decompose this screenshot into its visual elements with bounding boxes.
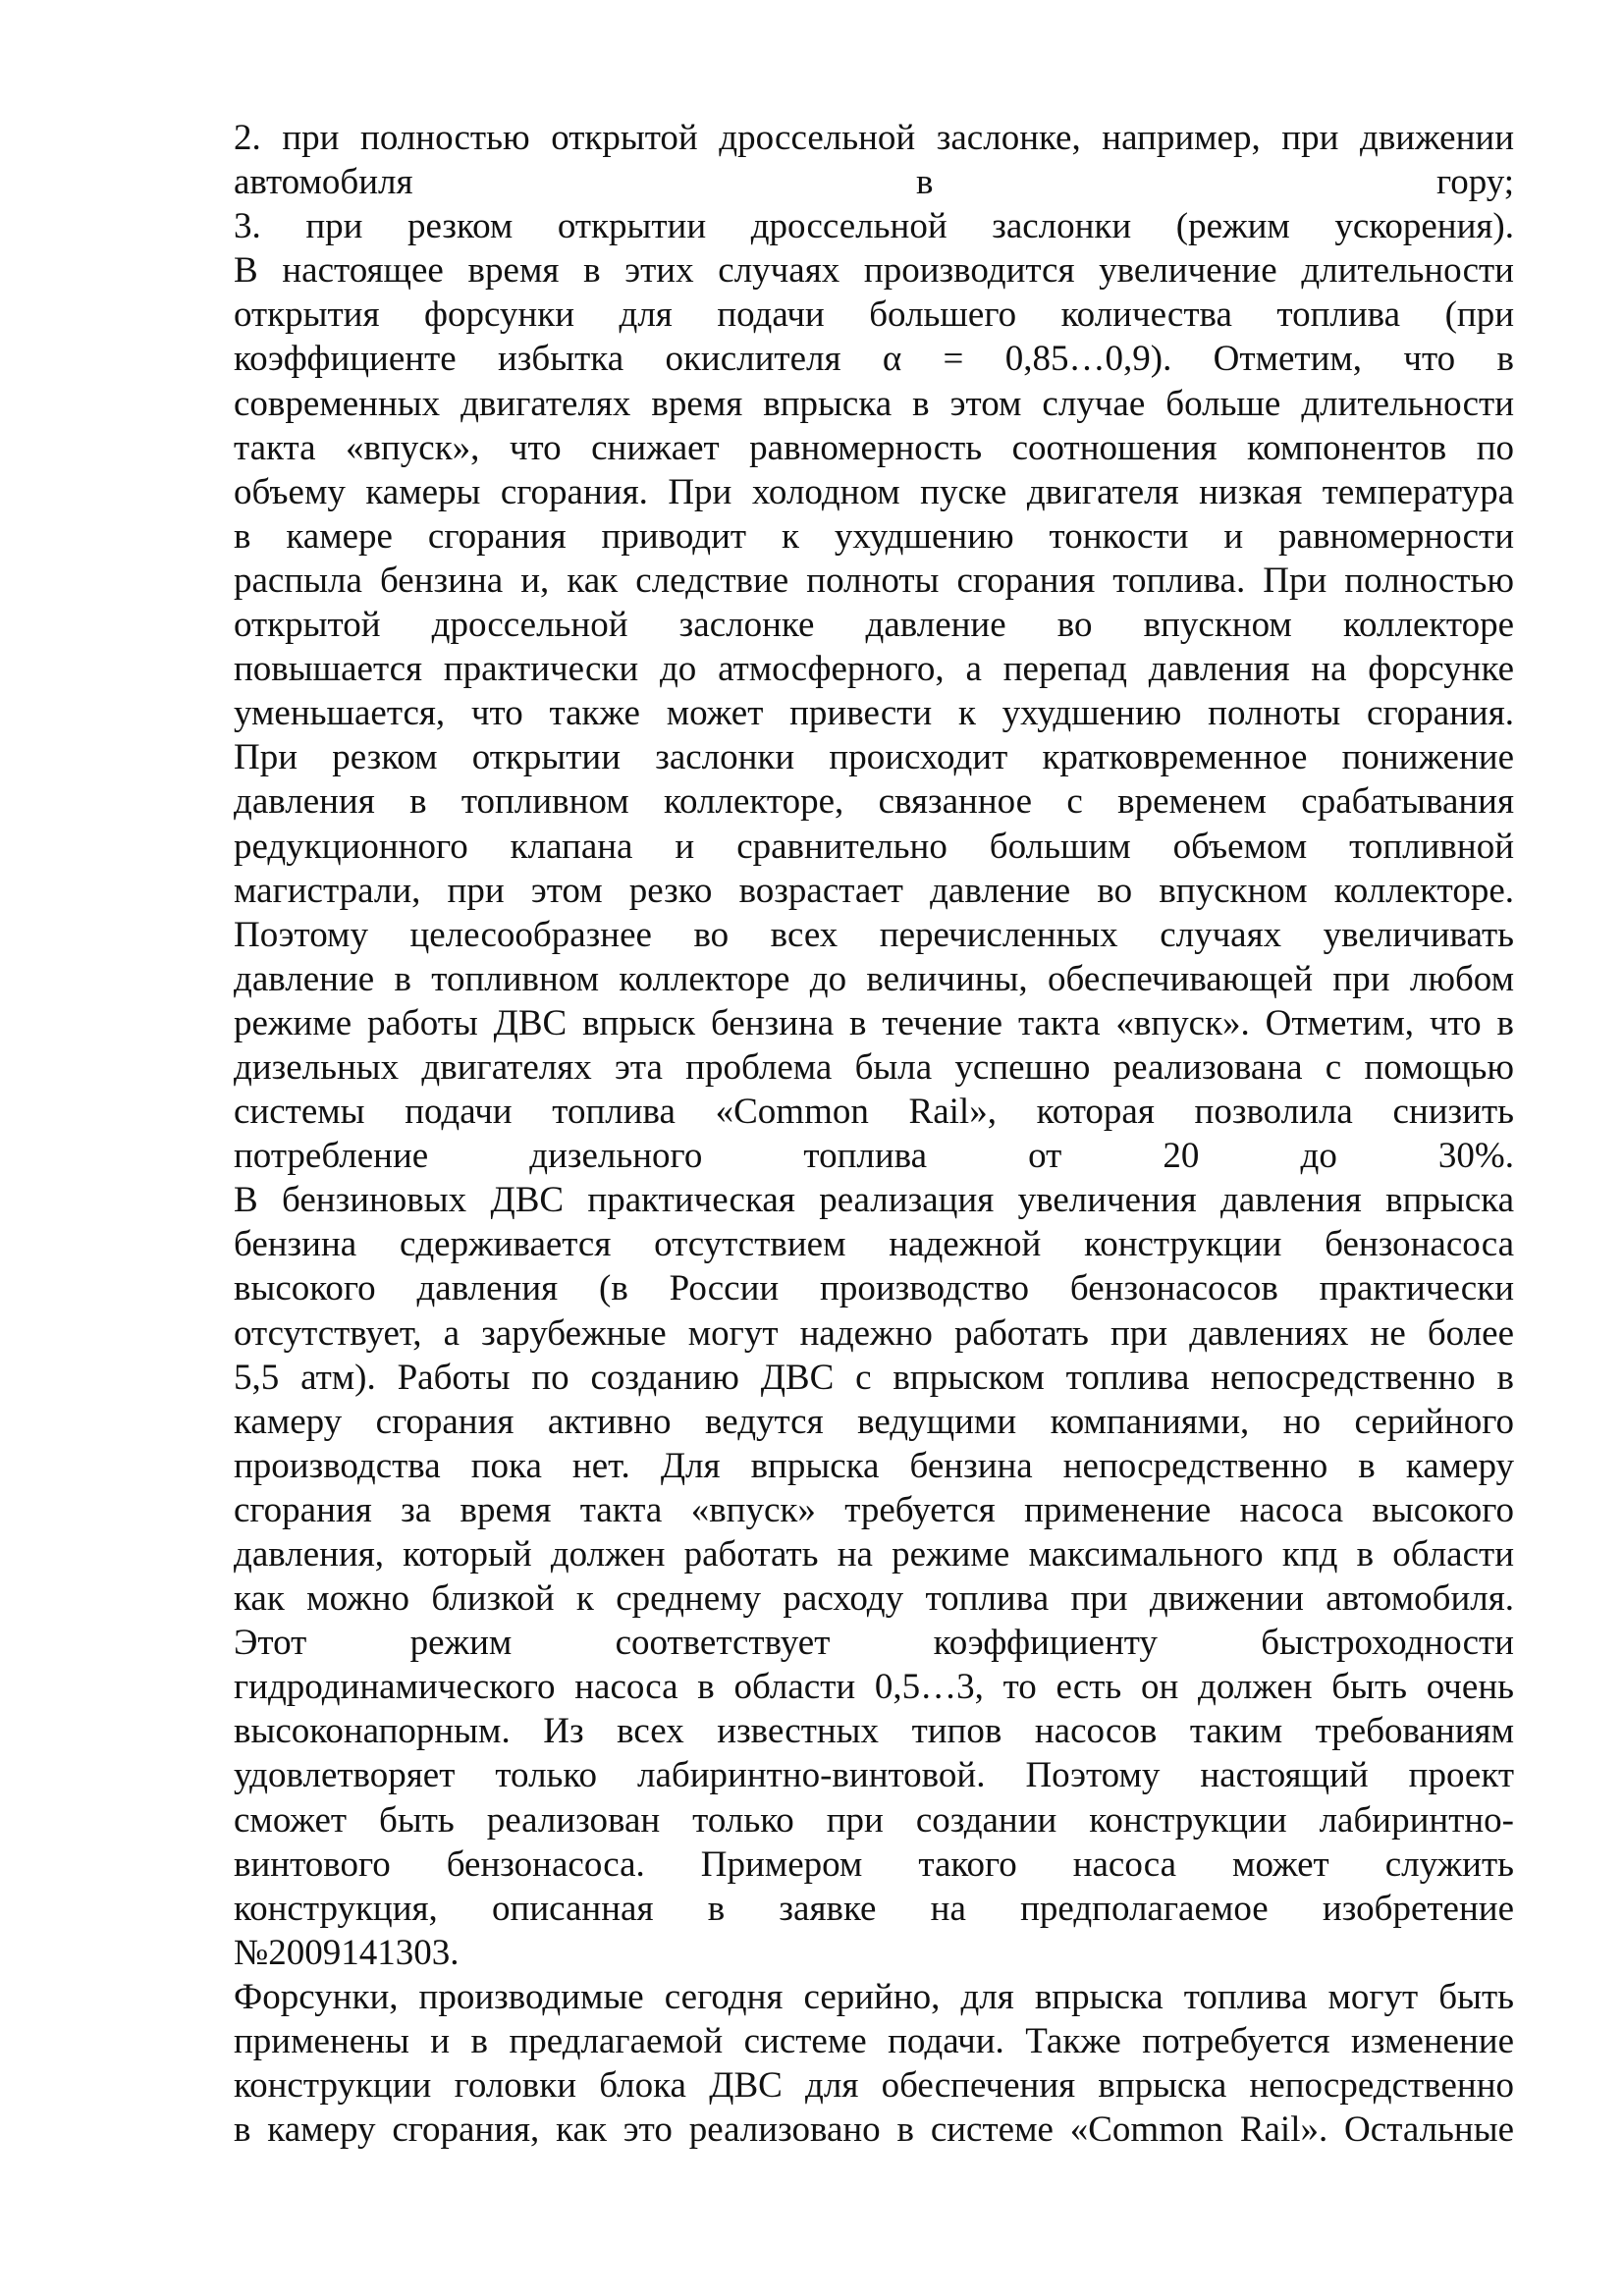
text-line: высоконапорным. Из всех известных типов насосов таким требованиям	[234, 1711, 1514, 1752]
document-body	[234, 116, 1514, 2152]
text-line: При резком открытии заслонки происходит кратковременное понижение	[234, 737, 1514, 778]
text-line: высокого давления (в России производство бензонасосов практически	[234, 1268, 1514, 1309]
text-line: уменьшается, что также может привести к ухудшению полноты сгорания.	[234, 693, 1514, 734]
text-line: редукционного клапана и сравнительно большим объемом топливной	[234, 826, 1514, 867]
text-line: производства пока нет. Для впрыска бензина непосредственно в камеру	[234, 1445, 1514, 1486]
text-line: 3. при резком открытии дроссельной заслонки (режим ускорения).	[234, 206, 1514, 247]
text-line: магистрали, при этом резко возрастает давление во впускном коллекторе.	[234, 870, 1514, 911]
text-line: такта «впуск», что снижает равномерность соотношения компонентов по	[234, 427, 1514, 468]
text-line: системы подачи топлива «Common Rail», которая позволила снизить	[234, 1092, 1514, 1133]
paragraph	[234, 1975, 1514, 2152]
text-line: 2. при полностью открытой дроссельной заслонке, например, при движении	[234, 118, 1514, 158]
text-line: удовлетворяет только лабиринтно-винтовой. Поэтому настоящий проект	[234, 1755, 1514, 1796]
text-line: давления в топливном коллекторе, связанное с временем срабатывания	[234, 781, 1514, 823]
text-line: дизельных двигателях эта проблема была успешно реализована с помощью	[234, 1046, 1514, 1088]
text-line: открытой дроссельной заслонке давление во впускном коллекторе	[234, 605, 1514, 646]
text-line: в камеру сгорания, как это реализовано в системе «Common Rail». Остальные	[234, 2109, 1514, 2151]
text-line: давления, который должен работать на режиме максимального кпд в области	[234, 1534, 1514, 1575]
text-line: В настоящее время в этих случаях производится увеличение длительности	[234, 250, 1514, 292]
text-line: объему камеры сгорания. При холодном пуске двигателя низкая температура	[234, 471, 1514, 512]
text-line: камеру сгорания активно ведутся ведущими компаниями, но серийного	[234, 1401, 1514, 1442]
text-line: винтового бензонасоса. Примером такого насоса может служить	[234, 1843, 1514, 1885]
text-line: Форсунки, производимые сегодня серийно, для впрыска топлива могут быть	[234, 1976, 1514, 2017]
text-line: сможет быть реализован только при создании конструкции лабиринтно-	[234, 1799, 1514, 1841]
text-line: распыла бензина и, как следствие полноты сгорания топлива. При полностью	[234, 560, 1514, 601]
text-line: давление в топливном коллекторе до величины, обеспечивающей при любом	[234, 958, 1514, 999]
text-line: №2009141303.	[234, 1932, 460, 1973]
text-line: конструкции головки блока ДВС для обеспечения впрыска непосредственно	[234, 2065, 1514, 2107]
text-line: в камере сгорания приводит к ухудшению тонкости и равномерности	[234, 515, 1514, 557]
text-line: 5,5 атм). Работы по созданию ДВС с впрыском топлива непосредственно в	[234, 1357, 1514, 1398]
text-line: открытия форсунки для подачи большего количества топлива (при	[234, 294, 1514, 336]
text-line: как можно близкой к среднему расходу топлива при движении автомобиля.	[234, 1578, 1514, 1620]
paragraph	[234, 116, 1514, 1975]
text-line: сгорания за время такта «впуск» требуется применение насоса высокого	[234, 1489, 1514, 1530]
text-line: конструкция, описанная в заявке на предполагаемое изобретение	[234, 1888, 1514, 1929]
text-line: автомобиля в гору;	[234, 162, 1514, 203]
text-line: Поэтому целесообразнее во всех перечисленных случаях увеличивать	[234, 914, 1514, 955]
text-line: режиме работы ДВС впрыск бензина в течение такта «впуск». Отметим, что в	[234, 1002, 1514, 1043]
text-line: применены и в предлагаемой системе подачи. Также потребуется изменение	[234, 2021, 1514, 2062]
text-line: коэффициенте избытка окислителя α = 0,85…0,9). Отметим, что в	[234, 339, 1514, 380]
text-line: отсутствует, а зарубежные могут надежно работать при давлениях не более	[234, 1312, 1514, 1354]
text-line: В бензиновых ДВС практическая реализация увеличения давления впрыска	[234, 1180, 1514, 1221]
text-line: Этот режим соответствует коэффициенту быстроходности	[234, 1623, 1514, 1664]
text-line: гидродинамического насоса в области 0,5…3, то есть он должен быть очень	[234, 1667, 1514, 1708]
text-line: современных двигателях время впрыска в этом случае больше длительности	[234, 383, 1514, 424]
text-line: потребление дизельного топлива от 20 до 30%.	[234, 1136, 1514, 1177]
text-line: бензина сдерживается отсутствием надежной конструкции бензонасоса	[234, 1224, 1514, 1265]
text-line: повышается практически до атмосферного, а перепад давления на форсунке	[234, 649, 1514, 690]
